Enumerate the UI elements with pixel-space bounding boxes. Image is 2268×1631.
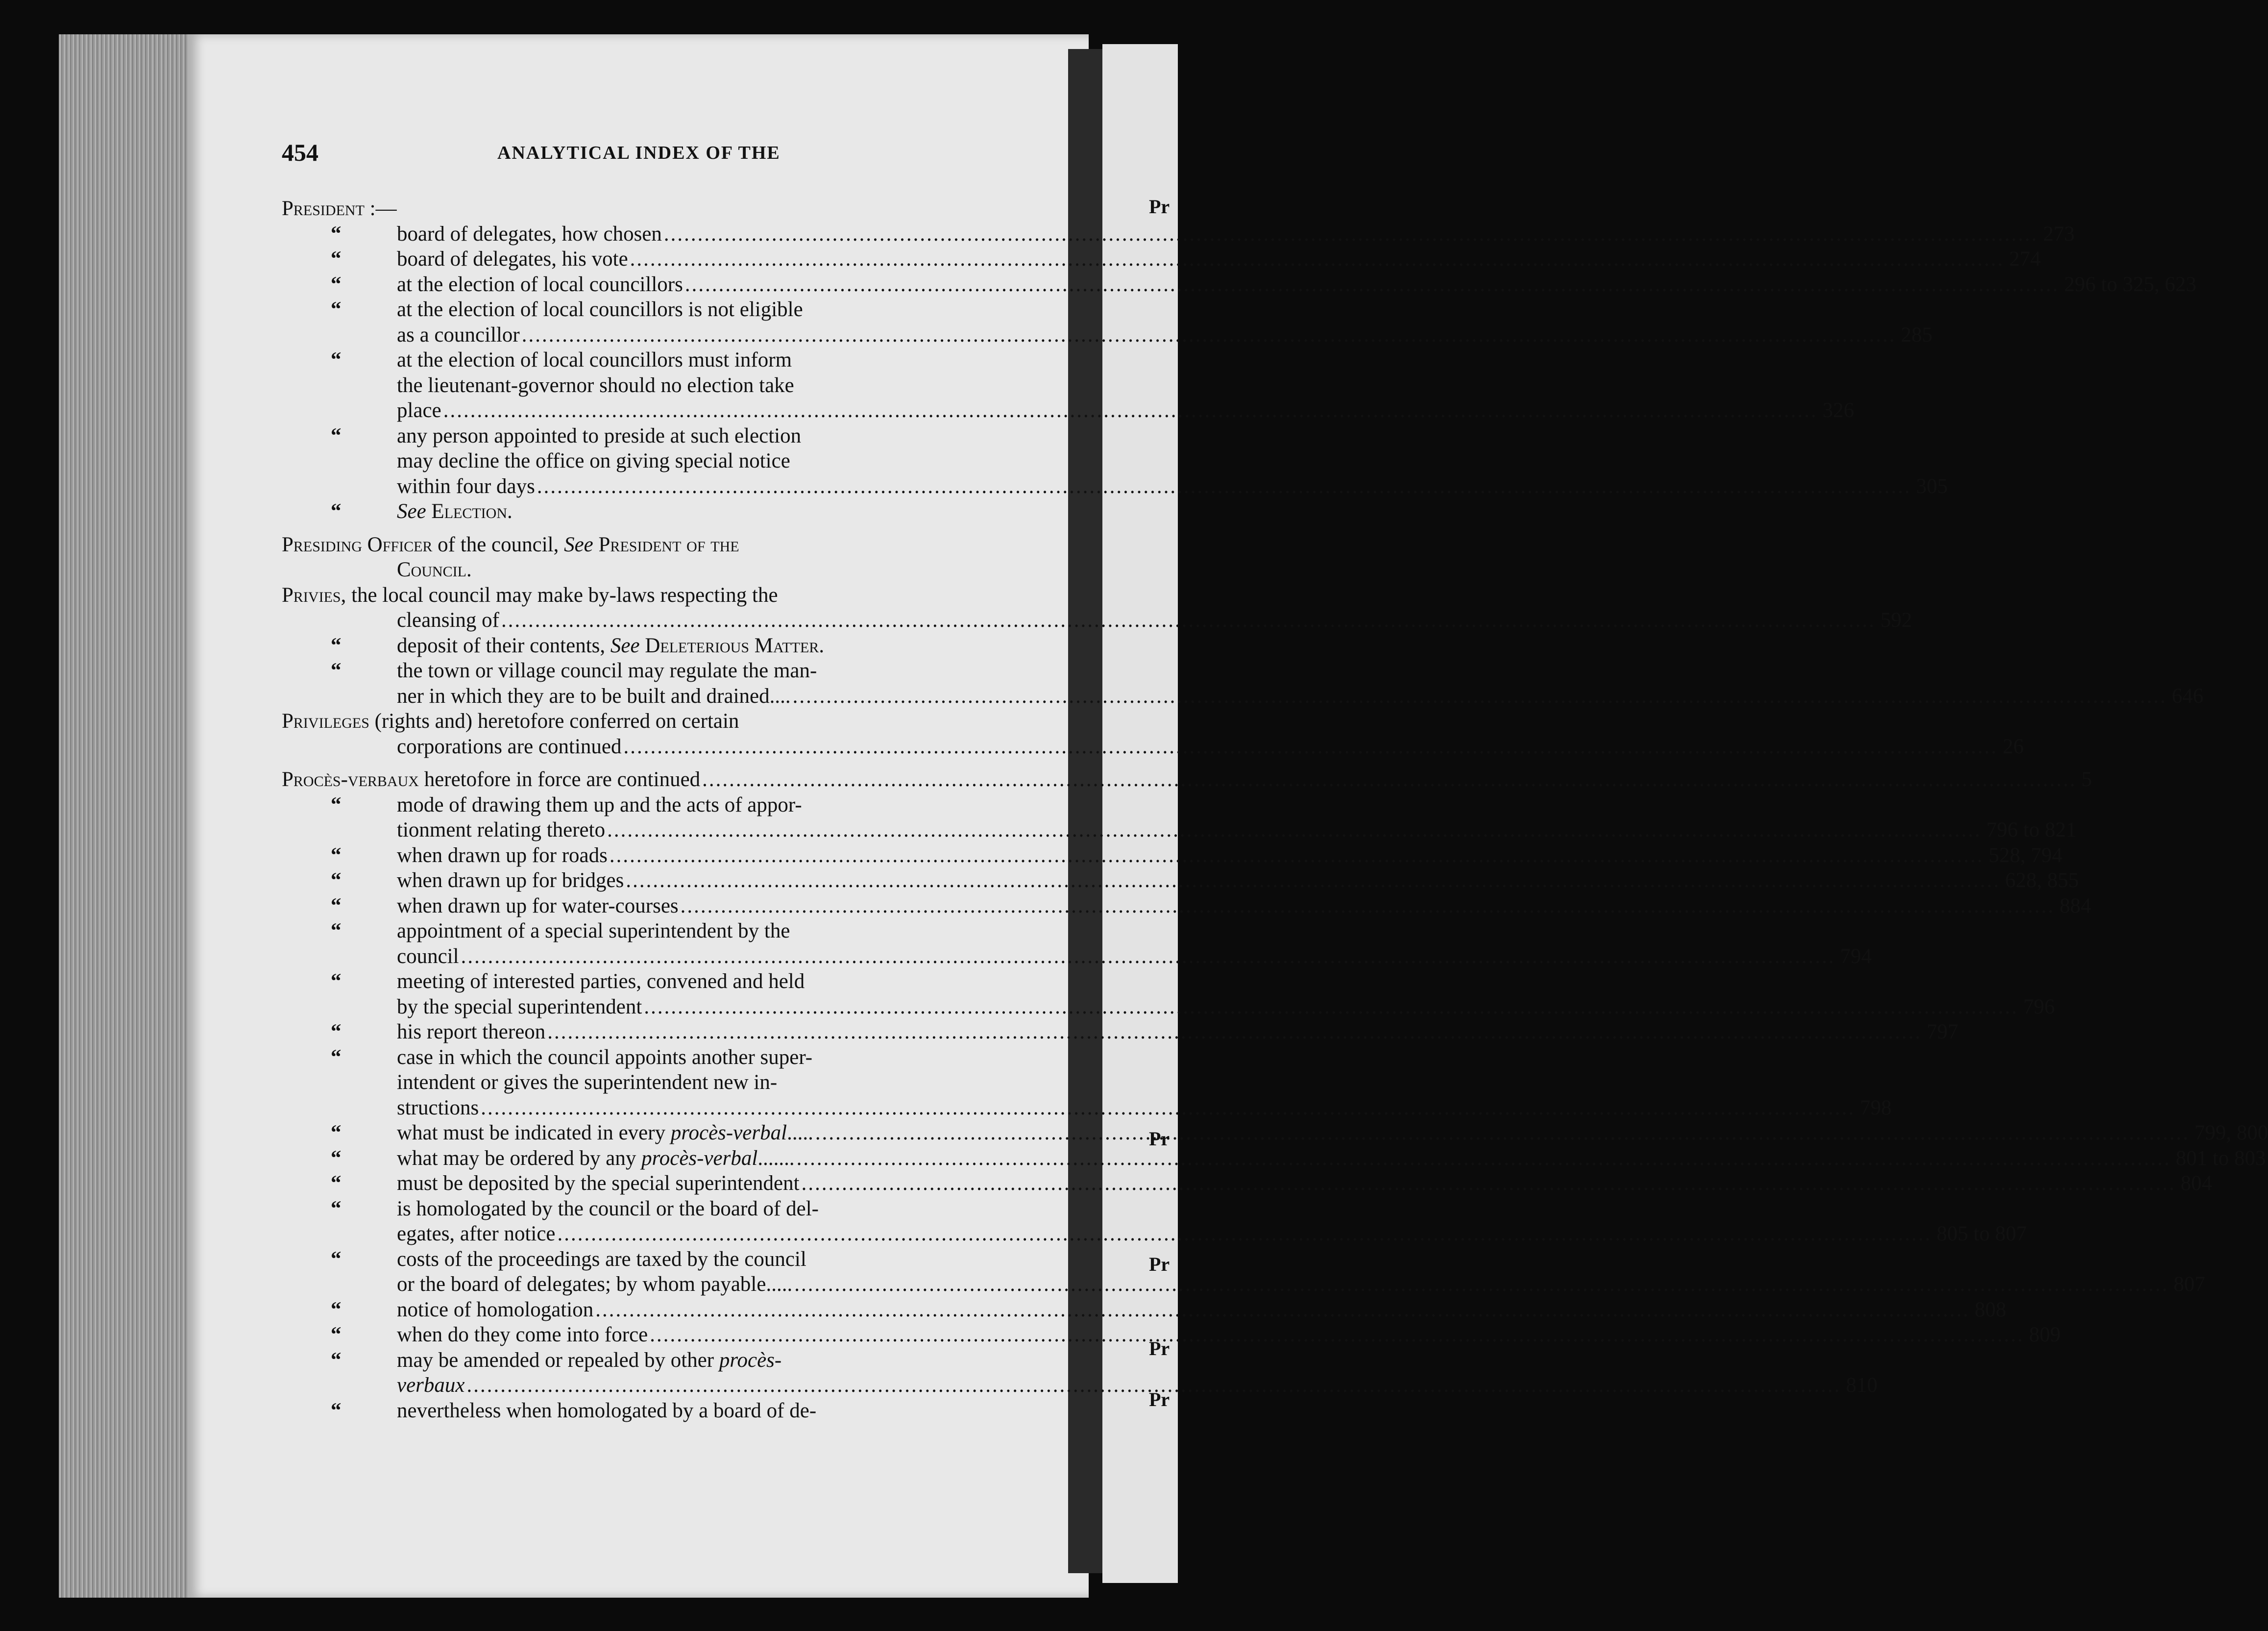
page-reference: 592 <box>1880 609 1912 632</box>
page-reference: 796 to 821 <box>1986 818 2077 841</box>
page-reference: 884 <box>2059 894 2092 917</box>
ditto-mark: “ <box>331 659 341 682</box>
facing-page-fragment: Pr <box>1149 196 1170 218</box>
entry-text: Presiding Officer of the council, See President of the <box>282 533 739 556</box>
entry-text: at the election of local councillors <box>397 272 683 296</box>
leader-dots <box>815 1120 2190 1146</box>
page-reference: 26 <box>2002 735 2024 758</box>
entry-text: within four days <box>397 474 535 498</box>
index-subentry <box>282 918 1031 944</box>
facing-page-fragment: Pr <box>1149 1253 1170 1275</box>
entry-text: intendent or gives the superintendent new in- <box>397 1071 778 1094</box>
entry-text: may be amended or repealed by other procès- <box>397 1348 782 1372</box>
index-subentry <box>282 1348 1031 1373</box>
ditto-mark: “ <box>331 869 341 892</box>
index-subentry <box>282 1045 1031 1070</box>
page-reference: 809 <box>2029 1323 2061 1346</box>
page-reference: 296 to 325, 623 <box>2064 272 2196 296</box>
entry-text: structions <box>397 1096 479 1119</box>
leader-dots <box>443 398 1818 423</box>
leader-dots <box>547 1019 1922 1045</box>
entry-text: may decline the office on giving special notice <box>397 449 790 472</box>
facing-page-fragment: Pr <box>1149 1388 1170 1410</box>
leader-dots <box>664 222 2038 247</box>
ditto-mark: “ <box>331 843 341 867</box>
index-continuation <box>282 1070 1031 1095</box>
index-continuation <box>282 322 1933 348</box>
entry-text: board of delegates, how chosen <box>397 222 662 246</box>
page-header <box>282 138 1026 168</box>
leader-dots <box>626 868 2000 893</box>
index-subentry <box>282 969 1031 994</box>
ditto-mark: “ <box>331 919 341 942</box>
leader-dots <box>797 1146 2171 1171</box>
entry-text: corporations are continued <box>397 735 622 758</box>
leader-dots <box>630 247 2004 272</box>
ditto-mark: “ <box>331 1247 341 1271</box>
page-reference: 628, 855 <box>2005 869 2079 892</box>
index-continuation <box>282 398 1854 423</box>
index-heading <box>282 196 1031 222</box>
index-continuation <box>282 684 2204 709</box>
index-continuation <box>282 1221 2027 1247</box>
index-subentry <box>282 1171 2213 1196</box>
entry-text: at the election of local councillors must inform <box>397 348 792 371</box>
ditto-mark: “ <box>331 1348 341 1372</box>
index-subentry <box>282 1146 2266 1171</box>
entry-text: egates, after notice <box>397 1222 556 1245</box>
index-continuation <box>282 1272 2205 1297</box>
index-heading <box>282 532 1031 558</box>
page-reference: 799, 800 <box>2194 1121 2268 1144</box>
leader-dots <box>461 944 1835 969</box>
page-reference: 801 to 803 <box>2175 1146 2266 1170</box>
page-reference: 326 <box>1822 399 1854 422</box>
leader-dots <box>802 1171 2176 1196</box>
index-subentry <box>282 1019 1958 1045</box>
entry-text: place <box>397 399 441 422</box>
leader-dots <box>681 893 2055 919</box>
entry-text: when drawn up for roads <box>397 843 608 867</box>
entry-text: President :— <box>282 197 397 220</box>
entry-text: is homologated by the council or the board of del- <box>397 1197 819 1220</box>
facing-page-fragment: Pr <box>1149 1128 1170 1150</box>
ditto-mark: “ <box>331 894 341 917</box>
ditto-mark: “ <box>331 1020 341 1043</box>
page-reference: 804 <box>2180 1172 2213 1195</box>
index-continuation <box>282 1095 1892 1121</box>
ditto-mark: “ <box>331 272 341 296</box>
entry-text: when drawn up for water-courses <box>397 894 679 917</box>
leader-dots <box>537 474 1911 499</box>
book-page-edges <box>59 34 187 1598</box>
leader-dots <box>624 734 1998 760</box>
ditto-mark: “ <box>331 500 341 523</box>
entry-text: when drawn up for bridges <box>397 869 624 892</box>
ditto-mark: “ <box>331 1121 341 1144</box>
leader-dots <box>685 272 2059 297</box>
leader-dots <box>467 1373 1841 1398</box>
leader-dots <box>501 608 1876 633</box>
entry-text: notice of homologation <box>397 1298 594 1321</box>
index-subentry <box>282 247 2041 272</box>
page-reference: 794 <box>1840 944 1872 968</box>
index-subentry <box>282 633 1031 659</box>
entry-text: meeting of interested parties, convened and held <box>397 970 805 993</box>
leader-dots <box>595 1297 1970 1323</box>
entry-text: deposit of their contents, See Deleterious Matter. <box>397 634 825 657</box>
running-head: ANALYTICAL INDEX OF THE <box>497 143 780 163</box>
index-continuation <box>282 608 1912 633</box>
entry-text: or the board of delegates; by whom payable..... <box>397 1273 793 1296</box>
ditto-mark: “ <box>331 348 341 371</box>
page-reference: 273 <box>2043 222 2075 246</box>
index-continuation <box>282 373 1031 398</box>
leader-dots <box>702 767 2076 792</box>
entry-text: when do they come into force <box>397 1323 648 1346</box>
page-number: 454 <box>282 139 318 166</box>
ditto-mark: “ <box>331 247 341 271</box>
page-reference: 285 <box>1901 323 1933 346</box>
page-reference: 797 <box>1927 1020 1958 1043</box>
entry-text: case in which the council appoints another super- <box>397 1045 813 1069</box>
index-subentry <box>282 1120 2268 1146</box>
index-subentry <box>282 347 1031 373</box>
entry-text: his report thereon <box>397 1020 546 1043</box>
page-reference: 810 <box>1846 1374 1878 1397</box>
entry-text: must be deposited by the special superintendent <box>397 1172 800 1195</box>
leader-dots <box>522 322 1896 348</box>
ditto-mark: “ <box>331 1172 341 1195</box>
entry-text: tionment relating thereto <box>397 818 606 841</box>
ditto-mark: “ <box>331 793 341 816</box>
entry-text: cleansing of <box>397 609 499 632</box>
entry-text: by the special superintendent <box>397 995 642 1018</box>
entry-text: ner in which they are to be built and drained.... <box>397 684 791 708</box>
entry-text: Privileges (rights and) heretofore conferred on certain <box>282 710 739 733</box>
index-subentry <box>282 1247 1031 1272</box>
page-reference: 808 <box>1975 1298 2006 1321</box>
index-subentry <box>282 658 1031 684</box>
ditto-mark: “ <box>331 634 341 657</box>
entry-text: mode of drawing them up and the acts of appor- <box>397 793 802 816</box>
ditto-mark: “ <box>331 1399 341 1422</box>
page-reference: 805 to 807 <box>1936 1222 2027 1245</box>
ditto-mark: “ <box>331 1146 341 1170</box>
entry-text: nevertheless when homologated by a board of de- <box>397 1399 817 1422</box>
entry-text: board of delegates, his vote <box>397 247 628 271</box>
index-subentry <box>282 792 1031 818</box>
entry-text: Procès-verbaux heretofore in force are continued <box>282 768 701 791</box>
leader-dots <box>481 1095 1855 1121</box>
leader-dots <box>650 1322 2024 1348</box>
ditto-mark: “ <box>331 970 341 993</box>
leader-dots <box>607 817 1981 843</box>
leader-dots <box>793 684 2167 709</box>
ditto-mark: “ <box>331 1045 341 1069</box>
index-entries <box>282 196 2268 1423</box>
page-reference: 5 <box>2081 768 2092 791</box>
page-reference: 798 <box>1860 1096 1892 1119</box>
ditto-mark: “ <box>331 424 341 447</box>
entry-text: what may be ordered by any procès-verbal....... <box>397 1146 795 1170</box>
entry-text: appointment of a special superintendent by the <box>397 919 790 942</box>
entry-text: council <box>397 944 459 968</box>
index-heading <box>282 709 1031 734</box>
facing-page-fragment: Pr <box>1149 1337 1170 1359</box>
index-subentry <box>282 868 2079 893</box>
index-heading <box>282 767 2092 792</box>
entry-text: what must be indicated in every procès-verbal..... <box>397 1121 813 1144</box>
index-subentry <box>282 222 2075 247</box>
index-continuation <box>282 474 1948 499</box>
index-subentry <box>282 297 1031 322</box>
leader-dots <box>610 843 1984 868</box>
entry-text: Privies, the local council may make by-laws respecting the <box>282 583 778 607</box>
index-subentry <box>282 893 2092 919</box>
index-subentry <box>282 843 2063 868</box>
index-continuation <box>282 448 1031 474</box>
page-reference: 305 <box>1916 474 1948 498</box>
index-subentry <box>282 1398 1031 1424</box>
index-continuation <box>282 994 2055 1020</box>
page-reference: 646 <box>2171 684 2204 708</box>
index-continuation <box>282 734 2024 760</box>
ditto-mark: “ <box>331 298 341 321</box>
entry-text: at the election of local councillors is not eligible <box>397 298 803 321</box>
index-heading <box>282 583 1031 608</box>
page-reference: 807 <box>2173 1273 2205 1296</box>
entry-text: the town or village council may regulate the man- <box>397 659 817 682</box>
entry-text: any person appointed to preside at such election <box>397 424 802 447</box>
entry-text: See Election. <box>397 500 512 523</box>
entry-text: Council. <box>397 558 472 581</box>
entry-text: as a councillor <box>397 323 520 346</box>
entry-text: costs of the proceedings are taxed by the council <box>397 1247 806 1271</box>
page-reference: 274 <box>2009 247 2041 271</box>
page-reference: 796 <box>2023 995 2055 1018</box>
ditto-mark: “ <box>331 1197 341 1220</box>
ditto-mark: “ <box>331 1298 341 1321</box>
index-subentry <box>282 1297 2006 1323</box>
index-subentry <box>282 423 1031 449</box>
ditto-mark: “ <box>331 222 341 246</box>
index-subentry <box>282 1196 1031 1222</box>
index-continuation <box>282 817 2077 843</box>
entry-text: verbaux <box>397 1374 465 1397</box>
index-subentry <box>282 499 1031 524</box>
index-continuation <box>282 1373 1878 1398</box>
leader-dots <box>644 994 2018 1020</box>
page-reference: 528, 794 <box>1988 843 2063 867</box>
ditto-mark: “ <box>331 1323 341 1346</box>
leader-dots <box>794 1272 2169 1297</box>
index-continuation <box>282 944 1872 969</box>
index-continuation <box>282 557 1031 583</box>
index-subentry <box>282 272 2196 297</box>
entry-text: the lieutenant-governor should no election take <box>397 373 794 397</box>
leader-dots <box>558 1221 1932 1247</box>
